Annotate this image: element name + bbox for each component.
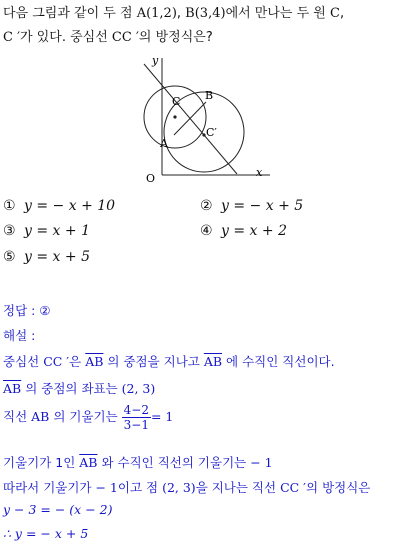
text: 의 기울기는 bbox=[49, 409, 122, 424]
fraction-denominator: 3−1 bbox=[123, 418, 149, 432]
circle-c-prime-label: C ′ bbox=[3, 30, 21, 45]
point-a-coord: (1,2) bbox=[146, 6, 177, 21]
segment-ab: $\overline{AB}$ bbox=[85, 354, 104, 369]
question-text: 가 있다. 중심선 bbox=[20, 30, 112, 45]
option-4[interactable] bbox=[200, 223, 287, 239]
point-coord: (2, 3) bbox=[162, 480, 196, 495]
question-text: 다음 그림과 같이 두 점 bbox=[3, 6, 137, 21]
slope-value: − 1 bbox=[250, 455, 273, 470]
option-2[interactable] bbox=[200, 198, 303, 214]
center-line-label: CC ′ bbox=[111, 30, 139, 45]
line-ab-label: AB bbox=[31, 409, 50, 424]
option-number: ④ bbox=[200, 223, 213, 239]
option-number: ② bbox=[200, 198, 213, 214]
option-number: ⑤ bbox=[3, 249, 16, 265]
circle-c-label: C bbox=[330, 6, 340, 21]
text: 의 중점의 좌표는 bbox=[21, 381, 122, 396]
separator: , bbox=[176, 6, 186, 21]
answer-label: 정답 : ② bbox=[3, 303, 51, 318]
segment-ab: $\overline{AB}$ bbox=[203, 354, 223, 369]
option-number: ① bbox=[3, 198, 16, 214]
segment-ab: $\overline{AB}$ bbox=[79, 455, 98, 470]
text: 의 방정식은 bbox=[306, 480, 371, 495]
x-axis-label: x bbox=[256, 166, 263, 179]
text: 의 중점을 지나고 bbox=[103, 354, 204, 369]
text: 따라서 기울기가 bbox=[3, 480, 96, 495]
point-a-label: A bbox=[136, 6, 147, 21]
text: 와 수직인 직선의 기울기는 bbox=[97, 455, 251, 470]
option-3[interactable] bbox=[3, 223, 90, 239]
option-equation: y = − x + 10 bbox=[24, 198, 116, 214]
slope-fraction bbox=[122, 403, 151, 432]
a-label: A bbox=[160, 137, 168, 150]
explanation-line-4 bbox=[3, 453, 273, 471]
slope-value: = 1 bbox=[150, 409, 174, 424]
option-equation: y = − x + 5 bbox=[221, 198, 304, 214]
explanation-line-2 bbox=[3, 379, 155, 397]
explanation-equation-2: ∴ y = − x + 5 bbox=[3, 526, 89, 541]
slope-value: − 1 bbox=[95, 480, 118, 495]
separator: , bbox=[339, 6, 345, 21]
point-b-label: B bbox=[185, 6, 195, 21]
midpoint-coord: (2, 3) bbox=[121, 381, 156, 396]
fraction-numerator: 4−2 bbox=[123, 403, 149, 417]
explanation-equation-1: y − 3 = − (x − 2) bbox=[3, 502, 113, 517]
point-b-coord: (3,4) bbox=[194, 6, 226, 21]
explanation-line-5 bbox=[3, 478, 370, 496]
question-text: 에서 만나는 두 원 bbox=[225, 6, 330, 21]
question-line-2 bbox=[3, 29, 213, 47]
text: 중심선 bbox=[3, 354, 44, 369]
y-axis-label: y bbox=[152, 54, 159, 67]
text: 직선 bbox=[3, 409, 32, 424]
text: 기울기가 1인 bbox=[3, 455, 80, 470]
option-equation: y = x + 2 bbox=[221, 223, 287, 239]
origin-label: O bbox=[146, 172, 156, 185]
text: 에 수직인 직선이다. bbox=[222, 354, 335, 369]
option-1[interactable] bbox=[3, 198, 115, 214]
c-prime-label: C′ bbox=[206, 126, 217, 139]
b-label: B bbox=[205, 89, 214, 102]
explanation-label: 해설 : bbox=[3, 328, 36, 343]
option-5[interactable] bbox=[3, 249, 90, 265]
text: 은 bbox=[69, 354, 86, 369]
option-equation: y = x + 1 bbox=[24, 223, 90, 239]
explanation-line-1 bbox=[3, 352, 335, 370]
text: 을 지나는 직선 bbox=[195, 480, 281, 495]
center-line-label: CC ′ bbox=[43, 354, 70, 369]
option-number: ③ bbox=[3, 223, 16, 239]
segment-ab: $\overline{AB}$ bbox=[3, 381, 22, 396]
explanation-line-3 bbox=[3, 403, 173, 432]
center-line-label: CC ′ bbox=[280, 480, 307, 495]
question-line-1 bbox=[3, 5, 344, 23]
c-label: C bbox=[172, 95, 181, 108]
center-line bbox=[144, 64, 237, 174]
center-c-dot bbox=[173, 115, 176, 118]
option-equation: y = x + 5 bbox=[24, 249, 90, 265]
text: 이고 점 bbox=[117, 480, 163, 495]
circles-diagram bbox=[130, 50, 280, 190]
question-text: 의 방정식은? bbox=[138, 30, 213, 45]
